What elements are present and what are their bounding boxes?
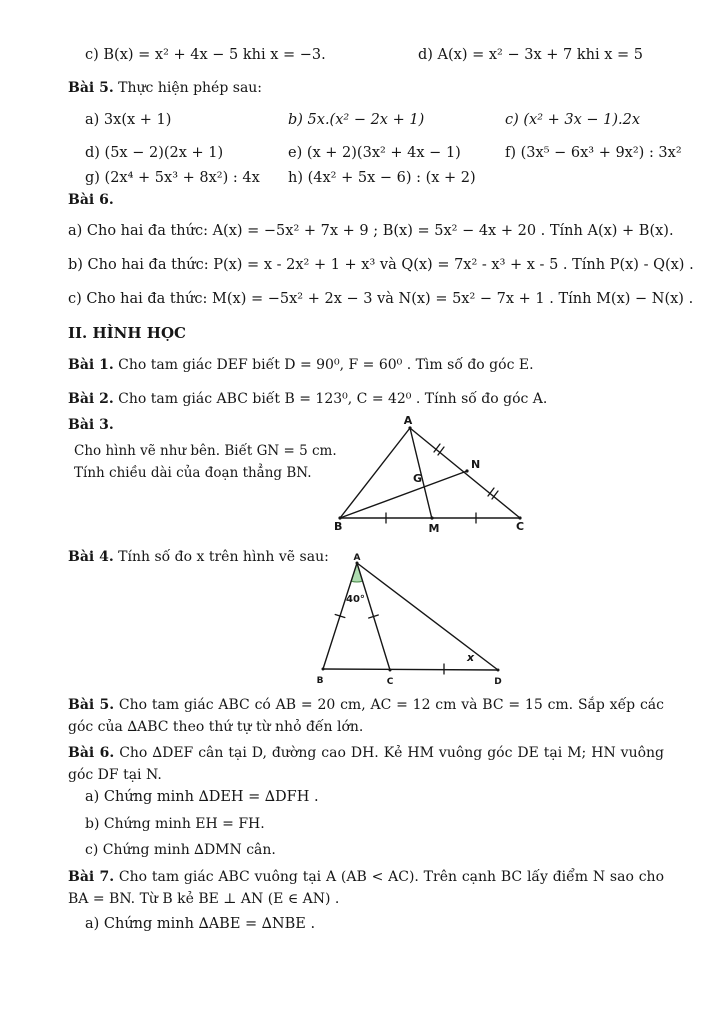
bai5-item-c: c) (x² + 3x − 1).2x [505,112,641,128]
hh-bai3-text: Cho hình vẽ như bên. Biết GN = 5 cm. Tính chiều dài của đoạn thẳng BN. [74,443,337,481]
hh-bai7 [68,866,664,910]
label-b: B [316,676,324,686]
hh-bai6 [68,742,664,786]
side-ad [357,563,498,670]
bai5-item-b: b) 5x.(x² − 2x + 1) [288,112,425,128]
base-bd [323,669,498,670]
vertex-b-dot [322,668,325,671]
figure-bai4-angle-triangle [300,551,515,691]
bai6-item-b: b) Cho hai đa thức: P(x) = x - 2x² + 1 + x³ và Q(x) = 7x² - x³ + x - 5 . Tính P(x) - Q(x) . [68,257,694,273]
hh-bai5 [68,694,664,738]
bai5-item-e: e) (x + 2)(3x² + 4x − 1) [288,145,461,161]
hh-bai4-title: Bài 4. [68,549,114,565]
hh-bai7-text: Cho tam giác ABC vuông tại A (AB < AC). Trên cạnh BC lấy điểm N sao cho BA = BN. Từ B kẻ BE ⊥ AN (E ∈ AN) . [68,869,664,907]
bai5-heading [68,80,262,96]
bai5-item-f: f) (3x⁵ − 6x³ + 9x²) : 3x² [505,145,682,161]
hh-bai5-text: Cho tam giác ABC có AB = 20 cm, AC = 12 cm và BC = 15 cm. Sắp xếp các góc của ∆ABC theo thứ tự từ nhỏ đến lớn. [68,697,664,735]
problem-a-of-x: d) A(x) = x² − 3x + 7 khi x = 5 [418,47,643,63]
label-x: x [467,651,475,664]
hh-bai6-item-a: a) Chứng minh ∆DEH = ∆DFH . [85,789,319,805]
hh-bai2-title: Bài 2. [68,391,114,407]
bai6-heading: Bài 6. [68,192,114,208]
hh-bai6-item-b: b) Chứng minh EH = FH. [85,816,265,832]
bai6-item-a: a) Cho hai đa thức: A(x) = −5x² + 7x + 9 ; B(x) = 5x² − 4x + 20 . Tính A(x) + B(x). [68,223,674,239]
bai5-intro: Thực hiện phép sau: [113,80,263,96]
hh-bai6-title: Bài 6. [68,745,115,761]
hh-bai2-text: Cho tam giác ABC biết B = 123⁰, C = 42⁰ . Tính số đo góc A. [113,391,548,407]
label-b: B [334,520,343,533]
hh-bai7-item-a: a) Chứng minh ∆ABE = ∆NBE . [85,916,316,932]
label-c: C [386,677,394,687]
vertex-d-dot [497,669,500,672]
bai5-item-g: g) (2x⁴ + 5x³ + 8x²) : 4x [85,170,260,186]
label-angle-40: 40° [346,594,365,605]
label-c: C [515,520,525,533]
point-m-dot [430,516,433,519]
section-hinh-hoc-title: II. HÌNH HỌC [68,324,186,342]
bai5-item-h: h) (4x² + 5x − 6) : (x + 2) [288,170,476,186]
figure-bai3-centroid-triangle [330,416,530,534]
hh-bai3-title: Bài 3. [68,417,114,433]
label-g: G [412,472,422,485]
hh-bai1 [68,357,534,373]
bai5-item-d: d) (5x − 2)(2x + 1) [85,145,224,161]
hh-bai5-title: Bài 5. [68,697,115,713]
hh-bai7-title: Bài 7. [68,869,115,885]
bai5-item-a: a) 3x(x + 1) [85,112,172,128]
label-d: D [494,677,502,687]
point-n-dot [465,469,468,472]
bai5-title: Bài 5. [68,80,114,96]
problem-b-of-x: c) B(x) = x² + 4x − 5 khi x = −3. [85,47,326,63]
side-ac [410,428,520,518]
bai6-item-c: c) Cho hai đa thức: M(x) = −5x² + 2x − 3 và N(x) = 5x² − 7x + 1 . Tính M(x) − N(x) . [68,291,694,307]
hh-bai4 [68,549,329,565]
hh-bai2 [68,391,547,407]
label-a: A [353,553,361,563]
label-a: A [403,416,413,427]
hh-bai6-text: Cho ∆DEF cân tại D, đường cao DH. Kẻ HM vuông góc DE tại M; HN vuông góc DF tại N. [68,745,664,783]
vertex-c-dot [389,669,392,672]
hh-bai6-item-c: c) Chứng minh ∆DMN cân. [85,842,276,858]
hh-bai1-text: Cho tam giác DEF biết D = 90⁰, F = 60⁰ . Tìm số đo góc E. [113,357,534,373]
label-m: M [428,522,440,534]
hh-bai1-title: Bài 1. [68,357,114,373]
label-n: N [471,458,481,471]
hh-bai4-text: Tính số đo x trên hình vẽ sau: [113,549,329,565]
